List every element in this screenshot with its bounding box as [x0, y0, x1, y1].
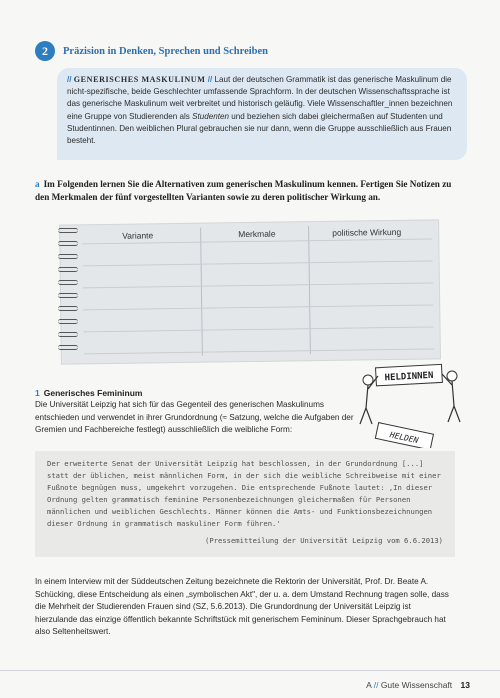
footer-divider [0, 670, 500, 671]
footer-slashes: // [373, 680, 379, 690]
info-keyword: GENERISCHES MASKULINUM [73, 75, 206, 84]
subsection-title: Generisches Femininum [43, 388, 143, 398]
page-footer [366, 680, 470, 690]
task-letter: a [35, 179, 40, 189]
subsection-number: 1 [35, 388, 40, 398]
info-slashes: // [67, 75, 72, 84]
info-slashes-2: // [207, 75, 213, 84]
sign-heldinnen: HELDINNEN [384, 370, 434, 384]
task-a [35, 178, 465, 203]
table-divider [308, 226, 311, 354]
press-release-quote [35, 451, 455, 557]
heldinnen-illustration [348, 356, 474, 448]
info-emphasis: Studenten [192, 111, 229, 121]
spiral-ring [58, 306, 78, 311]
spiral-ring [58, 293, 78, 298]
table-divider [200, 228, 203, 356]
page-number: 13 [460, 680, 470, 690]
table-rule [83, 282, 433, 288]
spiral-ring [58, 345, 78, 350]
column-header-variante: Variante [122, 230, 154, 241]
section-title: Präzision in Denken, Sprechen und Schreiben [63, 45, 268, 57]
task-text: Im Folgenden lernen Sie die Alternativen zum generischen Maskulinum kennen. Fertigen Sie Notizen zu den Merkmalen der fünf vorgestellten Varianten sowie zu deren politischer Wirkung an. [35, 179, 452, 202]
spiral-ring [58, 241, 78, 246]
table-rule [84, 326, 434, 332]
column-header-politische-wirkung: politische Wirkung [332, 226, 402, 238]
subsection-paragraph: Die Universität Leipzig hat sich für das Gegenteil des generischen Maskulinums entschieden und verwendet in ihrer Grundordnung (≈ Satzung, welche die Aufgaben der Gremien und Fachbereiche festlegt) ausschließlich die weibliche Form: [35, 400, 354, 435]
table-rule [83, 304, 433, 310]
footer-prefix: A [366, 680, 372, 690]
info-text-1: Laut der deutschen Grammatik ist das generische Maskulinum die nicht-spezifische, beide Geschlechter umfassende Sprachform. In der deutschen Wissenschaftssprache ist das generische Maskulinum weit verbreitet und historisch geläufig. Viele Wissenschaftler_innen bezeichnen eine Gruppe von Studierenden als [67, 75, 453, 121]
notes-table [59, 219, 441, 364]
spiral-ring [58, 267, 78, 272]
info-box-generisches-maskulinum [57, 68, 467, 160]
spiral-ring [58, 254, 78, 259]
spiral-ring [58, 332, 78, 337]
table-rule [83, 260, 433, 266]
table-rule [84, 348, 434, 354]
spiral-ring [58, 228, 78, 233]
notebook-spiral-binding [58, 226, 78, 360]
info-text-2: und beziehen sich dabei gleichermaßen auf Studenten und Studentinnen. Den weiblichen Plural gebrauchen sie nur dann, wenn die Gruppe ausschließlich aus Frauen besteht. [67, 111, 452, 146]
section-number-badge: 2 [35, 41, 55, 61]
section-header [35, 41, 268, 61]
spiral-ring [58, 319, 78, 324]
footer-chapter: Gute Wissenschaft [380, 680, 453, 690]
column-header-merkmale: Merkmale [238, 228, 276, 240]
spiral-ring [58, 280, 78, 285]
quote-text: Der erweiterte Senat der Universität Leipzig hat beschlossen, in der Grundordnung [...] statt der üblichen, meist männlichen Form, in der sich die weibliche Schreibweise mit einer Fußnote begnügen muss, umgekehrt vorzugehen. Die entsprechende Fußnote lautet: ‚In dieser Ordnung gelten grammatisch feminine Personenbezeichnungen gleichermaßen für Personen männlichen und weiblichen Geschlechts. Männer können die Amts- und Funktionsbezeichnungen dieser Ordnung in grammatisch maskuliner Form führen.' [47, 459, 441, 529]
interview-paragraph: In einem Interview mit der Süddeutschen Zeitung bezeichnete die Rektorin der Universität, Prof. Dr. Beate A. Schücking, diese Entscheidung als einen „symbolischen Akt", der u. a. dem Umstand Rechnung tragen solle, dass die Mehrheit der Studierenden Frauen sind (SZ, 5.6.2013). Die Grundordnung der Universität Leipzig ist hierzulande das einzige öffentlich bekannte Schriftstück mit generischem Femininum. Dieser Sprachgebrauch hat also Seltenheitswert. [35, 577, 449, 637]
sign-helden: HELDEN [389, 430, 420, 446]
quote-source: (Pressemitteilung der Universität Leipzig vom 6.6.2013) [205, 535, 443, 545]
subsection-heading [35, 388, 142, 398]
